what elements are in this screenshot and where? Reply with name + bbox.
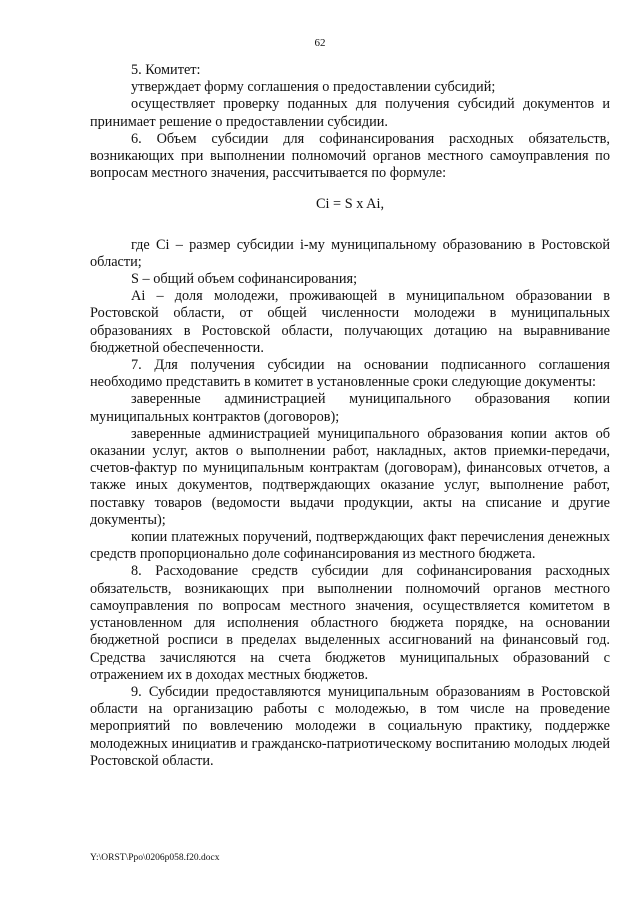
paragraph-ci-definition: где Ci – размер субсидии i-му муниципальному образованию в Ростовской области; bbox=[90, 236, 610, 270]
paragraph-subsidy-purpose: 9. Субсидии предоставляются муниципальным образованиям в Ростовской области на организацию работы с молодежью, в том числе на проведение мероприятий по вовлечению молодежи в социальную практику, поддержке молодежных инициатив и гражданско-патриотическому воспитанию молодых людей Ростовской области. bbox=[90, 683, 610, 769]
paragraph-acts-copies: заверенные администрацией муниципального образования копии актов об оказании услуг, актов о выполнении работ, накладных, актов приемки-передачи, счетов-фактур по муниципальным контрактам (договорам), финансовых отчетов, а также иных документов, подтверждающих оказание услуг, выполнение работ, поставку товаров (ведомости выдачи продукции, акты на списание и другие документы); bbox=[90, 425, 610, 528]
paragraph-committee-heading: 5. Комитет: bbox=[131, 62, 201, 78]
paragraph-committee-approves: утверждает форму соглашения о предоставлении субсидий; bbox=[131, 79, 496, 96]
file-path-footer: Y:\ORST\Ppo\0206p058.f20.docx bbox=[90, 853, 220, 863]
document-body bbox=[90, 62, 610, 770]
paragraph-s-definition: S – общий объем софинансирования; bbox=[131, 271, 358, 288]
paragraph-spending-funds: 8. Расходование средств субсидии для софинансирования расходных обязательств, возникающих при выполнении полномочий органов местного самоуправления по вопросам местного значения, осуществляется комитетом в установленном для исполнения областного бюджета порядке, на основании бюджетной росписи в пределах выделенных ассигнований на финансовый год. Средства зачисляются на счета бюджетов муниципальных образований с отражением их в доходах местных бюджетов. bbox=[90, 563, 610, 683]
subsidy-formula: Ci = S x Ai, bbox=[315, 196, 385, 213]
paragraph-payment-orders: копии платежных поручений, подтверждающих факт перечисления денежных средств пропорционально доле софинансирования из местного бюджета. bbox=[90, 529, 610, 563]
paragraph-documents-required: 7. Для получения субсидии на основании подписанного соглашения необходимо представить в комитет в установленные сроки следующие документы: bbox=[90, 357, 610, 391]
paragraph-subsidy-volume: 6. Объем субсидии для софинансирования расходных обязательств, возникающих при выполнении полномочий органов местного самоуправления по вопросам местного значения, рассчитывается по формуле: bbox=[90, 130, 610, 182]
paragraph-committee-checks: осуществляет проверку поданных для получения субсидий документов и принимает решение о предоставлении субсидии. bbox=[90, 96, 610, 130]
paragraph-ai-definition: Ai – доля молодежи, проживающей в муниципальном образовании в Ростовской области, от общей численности молодежи в муниципальных образованиях в Ростовской области, получающих дотацию на выравнивание бюджетной обеспеченности. bbox=[90, 288, 610, 356]
paragraph-contract-copies: заверенные администрацией муниципального образования копии муниципальных контрактов (договоров); bbox=[90, 391, 610, 425]
page-number: 62 bbox=[314, 37, 326, 49]
